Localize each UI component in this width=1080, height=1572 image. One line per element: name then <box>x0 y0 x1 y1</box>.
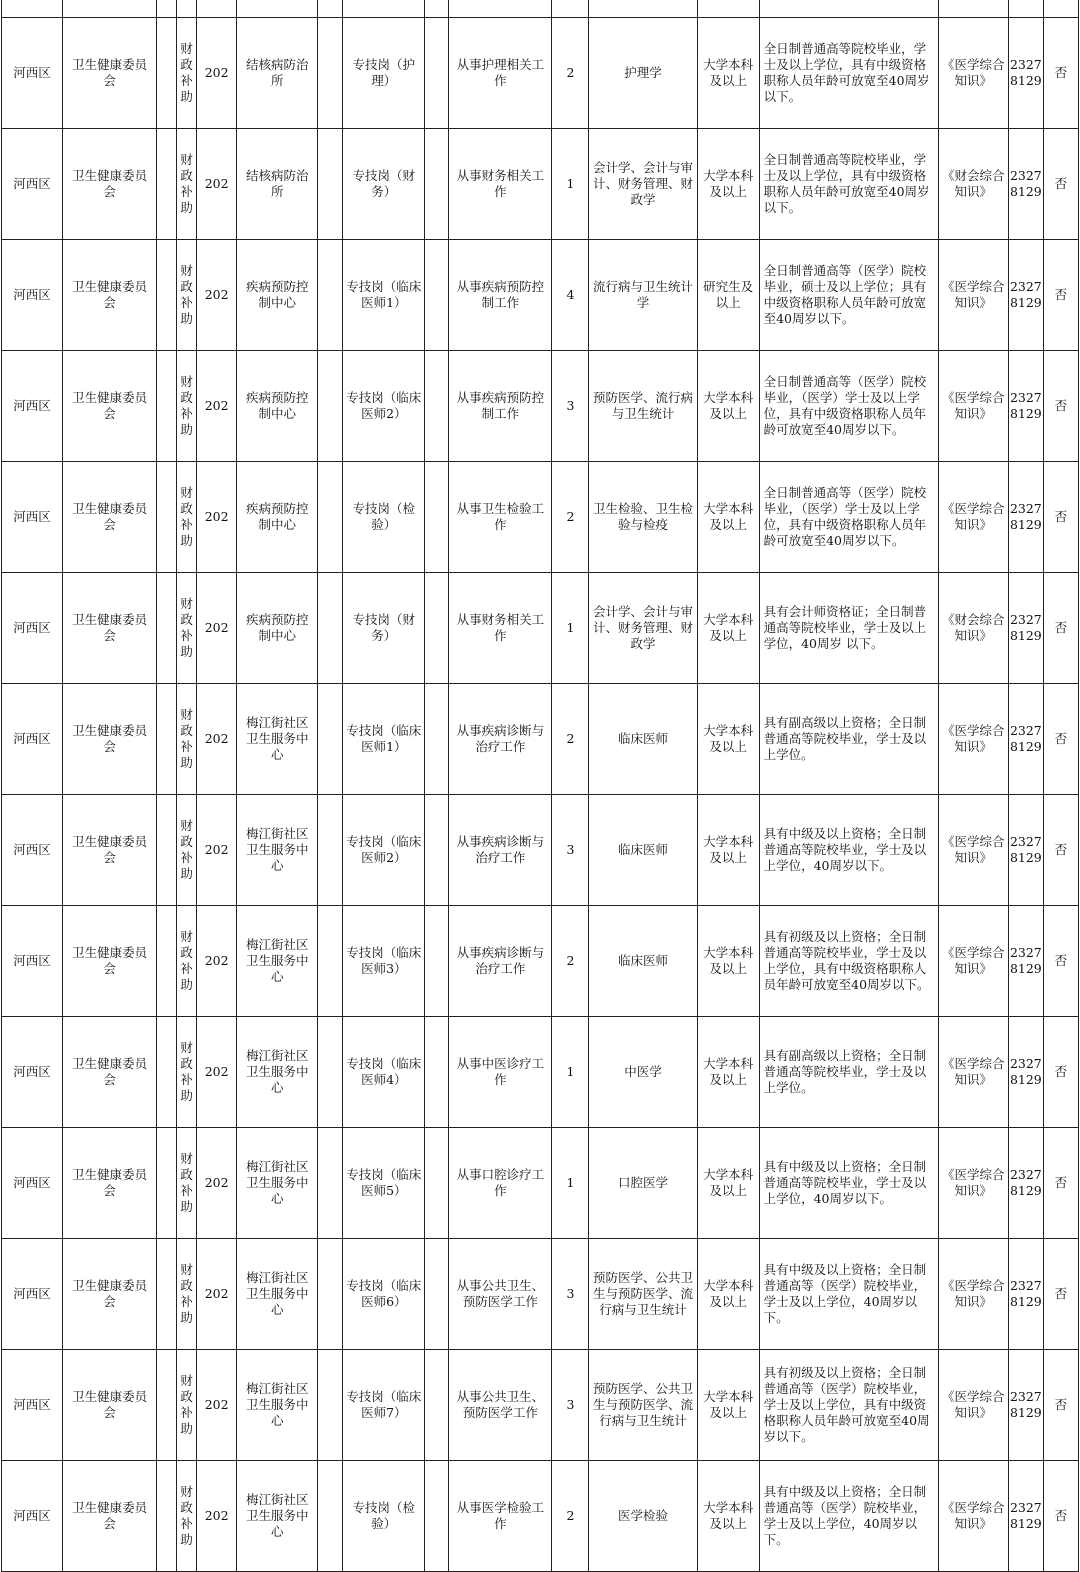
cell-unit: 疾病预防控制中心 <box>237 462 318 573</box>
cell-blank <box>318 351 343 462</box>
cell-blank <box>157 129 177 240</box>
cell-blank <box>318 18 343 129</box>
cell-major: 会计学、会计与审计、财务管理、财政学 <box>589 573 697 684</box>
cell-count: 1 <box>552 129 589 240</box>
cell-education: 大学本科及以上 <box>697 129 759 240</box>
cell-count: 2 <box>552 462 589 573</box>
cell-funding: 财政补助 <box>177 906 197 1017</box>
cell-phone: 23278129 <box>1008 1017 1043 1128</box>
cell-district: 河西区 <box>2 1128 63 1239</box>
cell-flag: 否 <box>1043 906 1078 1017</box>
cell-blank <box>318 1017 343 1128</box>
cell-blank <box>425 351 449 462</box>
cell-position: 专技岗（检验） <box>343 1461 425 1572</box>
cell-flag: 否 <box>1043 1461 1078 1572</box>
cell-position: 专技岗（财务） <box>343 129 425 240</box>
cell-blank <box>425 1128 449 1239</box>
cell-education: 研究生及以上 <box>697 240 759 351</box>
cell-position: 专技岗（财务） <box>343 573 425 684</box>
cell-unit: 梅江街社区卫生服务中心 <box>237 1017 318 1128</box>
cell-major: 预防医学、公共卫生与预防医学、流行病与卫生统计 <box>589 1239 697 1350</box>
cell-department: 卫生健康委员会 <box>63 240 157 351</box>
table-row <box>2 684 1079 795</box>
cell-education: 大学本科及以上 <box>697 1239 759 1350</box>
cell-exam: 《医学综合知识》 <box>938 462 1008 573</box>
cell-department: 卫生健康委员会 <box>63 1128 157 1239</box>
cell-exam: 《医学综合知识》 <box>938 18 1008 129</box>
cell-exam: 《医学综合知识》 <box>938 1239 1008 1350</box>
cell-count: 1 <box>552 573 589 684</box>
cell-position: 专技岗（临床医师1） <box>343 240 425 351</box>
cell-requirements: 全日制普通高等（医学）院校毕业，硕士及以上学位；具有中级资格职称人员年龄可放宽至40周岁以下。 <box>759 240 938 351</box>
cell-unit: 梅江街社区卫生服务中心 <box>237 1239 318 1350</box>
cell-district: 河西区 <box>2 1239 63 1350</box>
cell-department: 卫生健康委员会 <box>63 795 157 906</box>
cell-major: 会计学、会计与审计、财务管理、财政学 <box>589 129 697 240</box>
cell-phone: 23278129 <box>1008 462 1043 573</box>
cell-education: 大学本科及以上 <box>697 684 759 795</box>
cell-blank <box>157 1128 177 1239</box>
cell-phone: 23278129 <box>1008 1350 1043 1461</box>
cell-blank <box>157 684 177 795</box>
cell-major: 口腔医学 <box>589 1128 697 1239</box>
cell-phone: 23278129 <box>1008 1461 1043 1572</box>
cell-requirements: 具有副高级以上资格；全日制普通高等院校毕业，学士及以上学位。 <box>759 1017 938 1128</box>
cell-education: 大学本科及以上 <box>697 1461 759 1572</box>
cell-district: 河西区 <box>2 906 63 1017</box>
cell-duty: 从事疾病诊断与治疗工作 <box>449 906 552 1017</box>
cell-blank <box>425 573 449 684</box>
cell-phone: 23278129 <box>1008 351 1043 462</box>
cell-flag: 否 <box>1043 1350 1078 1461</box>
cell-blank <box>157 462 177 573</box>
table-row <box>2 1239 1079 1350</box>
cell-district: 河西区 <box>2 18 63 129</box>
cell-duty: 从事疾病诊断与治疗工作 <box>449 684 552 795</box>
cell-phone: 23278129 <box>1008 129 1043 240</box>
cell-blank <box>425 18 449 129</box>
cell-funding: 财政补助 <box>177 573 197 684</box>
cell-flag: 否 <box>1043 18 1078 129</box>
cell-code: 202 <box>197 1461 237 1572</box>
cell-code: 202 <box>197 240 237 351</box>
table-row <box>2 240 1079 351</box>
cell-funding: 财政补助 <box>177 129 197 240</box>
cell-flag: 否 <box>1043 462 1078 573</box>
cell-position: 专技岗（临床医师4） <box>343 1017 425 1128</box>
cell-district: 河西区 <box>2 1461 63 1572</box>
cell-position: 专技岗（临床医师2） <box>343 351 425 462</box>
table-row <box>2 18 1079 129</box>
cell-unit: 梅江街社区卫生服务中心 <box>237 1350 318 1461</box>
cell-blank <box>425 684 449 795</box>
cell-blank <box>425 1461 449 1572</box>
cell-department: 卫生健康委员会 <box>63 1239 157 1350</box>
cell-funding: 财政补助 <box>177 1017 197 1128</box>
cell-position: 专技岗（检验） <box>343 462 425 573</box>
cell-blank <box>318 684 343 795</box>
cell-funding: 财政补助 <box>177 684 197 795</box>
cell-code: 202 <box>197 795 237 906</box>
cell-requirements: 全日制普通高等（医学）院校毕业，（医学）学士及以上学位，具有中级资格职称人员年龄可放宽至40周岁以下。 <box>759 462 938 573</box>
cell-district: 河西区 <box>2 795 63 906</box>
cell-district: 河西区 <box>2 1350 63 1461</box>
cell-count: 2 <box>552 684 589 795</box>
cell-unit: 梅江街社区卫生服务中心 <box>237 1461 318 1572</box>
cell-flag: 否 <box>1043 1017 1078 1128</box>
cell-blank <box>318 129 343 240</box>
cell-blank <box>425 1350 449 1461</box>
cell-phone: 23278129 <box>1008 240 1043 351</box>
cell-duty: 从事口腔诊疗工作 <box>449 1128 552 1239</box>
cell-blank <box>318 462 343 573</box>
cell-district: 河西区 <box>2 573 63 684</box>
cell-exam: 《医学综合知识》 <box>938 795 1008 906</box>
cell-requirements: 全日制普通高等（医学）院校毕业，（医学）学士及以上学位，具有中级资格职称人员年龄可放宽至40周岁以下。 <box>759 351 938 462</box>
cell-position: 专技岗（临床医师2） <box>343 795 425 906</box>
cell-blank <box>157 573 177 684</box>
cell-blank <box>318 573 343 684</box>
cell-count: 2 <box>552 18 589 129</box>
cell-phone: 23278129 <box>1008 573 1043 684</box>
cell-duty: 从事医学检验工作 <box>449 1461 552 1572</box>
cell-duty: 从事疾病诊断与治疗工作 <box>449 795 552 906</box>
cell-education: 大学本科及以上 <box>697 351 759 462</box>
cell-code: 202 <box>197 462 237 573</box>
cell-blank <box>157 906 177 1017</box>
cell-flag: 否 <box>1043 1128 1078 1239</box>
cell-requirements: 具有中级及以上资格；全日制普通高等院校毕业，学士及以上学位，40周岁以下。 <box>759 1128 938 1239</box>
cell-education: 大学本科及以上 <box>697 18 759 129</box>
cell-district: 河西区 <box>2 351 63 462</box>
cell-funding: 财政补助 <box>177 795 197 906</box>
cell-requirements: 全日制普通高等院校毕业，学士及以上学位，具有中级资格职称人员年龄可放宽至40周岁以下。 <box>759 129 938 240</box>
cell-code: 202 <box>197 1239 237 1350</box>
cell-code: 202 <box>197 1017 237 1128</box>
cell-blank <box>157 1239 177 1350</box>
cell-district: 河西区 <box>2 129 63 240</box>
cell-education: 大学本科及以上 <box>697 1128 759 1239</box>
cell-blank <box>157 240 177 351</box>
cell-exam: 《医学综合知识》 <box>938 1461 1008 1572</box>
cell-position: 专技岗（护理） <box>343 18 425 129</box>
cell-flag: 否 <box>1043 351 1078 462</box>
cell-education: 大学本科及以上 <box>697 1017 759 1128</box>
cell-phone: 23278129 <box>1008 795 1043 906</box>
cell-phone: 23278129 <box>1008 18 1043 129</box>
cell-blank <box>425 1239 449 1350</box>
cell-position: 专技岗（临床医师6） <box>343 1239 425 1350</box>
cell-duty: 从事公共卫生、预防医学工作 <box>449 1350 552 1461</box>
cell-education: 大学本科及以上 <box>697 906 759 1017</box>
cell-department: 卫生健康委员会 <box>63 906 157 1017</box>
cell-flag: 否 <box>1043 573 1078 684</box>
cell-duty: 从事财务相关工作 <box>449 129 552 240</box>
cell-unit: 梅江街社区卫生服务中心 <box>237 684 318 795</box>
cell-flag: 否 <box>1043 240 1078 351</box>
cell-count: 1 <box>552 1017 589 1128</box>
cell-code: 202 <box>197 684 237 795</box>
cell-duty: 从事疾病预防控制工作 <box>449 351 552 462</box>
cell-district: 河西区 <box>2 1017 63 1128</box>
cell-requirements: 具有中级及以上资格；全日制普通高等（医学）院校毕业，学士及以上学位，40周岁以下。 <box>759 1461 938 1572</box>
cell-blank <box>425 795 449 906</box>
cell-major: 流行病与卫生统计学 <box>589 240 697 351</box>
table-row <box>2 1461 1079 1572</box>
cell-duty: 从事疾病预防控制工作 <box>449 240 552 351</box>
cell-code: 202 <box>197 18 237 129</box>
cell-flag: 否 <box>1043 795 1078 906</box>
cell-blank <box>318 1239 343 1350</box>
cell-major: 临床医师 <box>589 906 697 1017</box>
cell-funding: 财政补助 <box>177 240 197 351</box>
table-row <box>2 795 1079 906</box>
cell-count: 3 <box>552 1350 589 1461</box>
cell-blank <box>318 240 343 351</box>
cell-major: 卫生检验、卫生检验与检疫 <box>589 462 697 573</box>
cell-exam: 《财会综合知识》 <box>938 573 1008 684</box>
cell-requirements: 具有副高级以上资格；全日制普通高等院校毕业，学士及以上学位。 <box>759 684 938 795</box>
cell-exam: 《医学综合知识》 <box>938 906 1008 1017</box>
cell-flag: 否 <box>1043 1239 1078 1350</box>
cell-requirements: 全日制普通高等院校毕业，学士及以上学位，具有中级资格职称人员年龄可放宽至40周岁以下。 <box>759 18 938 129</box>
cell-education: 大学本科及以上 <box>697 573 759 684</box>
cell-blank <box>318 906 343 1017</box>
cell-requirements: 具有中级及以上资格；全日制普通高等（医学）院校毕业，学士及以上学位，40周岁以下。 <box>759 1239 938 1350</box>
cell-education: 大学本科及以上 <box>697 795 759 906</box>
cell-count: 1 <box>552 1128 589 1239</box>
cell-department: 卫生健康委员会 <box>63 1017 157 1128</box>
cell-position: 专技岗（临床医师3） <box>343 906 425 1017</box>
cell-code: 202 <box>197 351 237 462</box>
cell-duty: 从事公共卫生、预防医学工作 <box>449 1239 552 1350</box>
cell-major: 护理学 <box>589 18 697 129</box>
cell-duty: 从事卫生检验工作 <box>449 462 552 573</box>
cell-department: 卫生健康委员会 <box>63 351 157 462</box>
cell-unit: 梅江街社区卫生服务中心 <box>237 795 318 906</box>
cell-department: 卫生健康委员会 <box>63 129 157 240</box>
cell-count: 4 <box>552 240 589 351</box>
cell-position: 专技岗（临床医师1） <box>343 684 425 795</box>
cell-major: 临床医师 <box>589 795 697 906</box>
cell-exam: 《医学综合知识》 <box>938 240 1008 351</box>
cell-phone: 23278129 <box>1008 1239 1043 1350</box>
cell-requirements: 具有中级及以上资格；全日制普通高等院校毕业，学士及以上学位，40周岁以下。 <box>759 795 938 906</box>
table-row <box>2 462 1079 573</box>
cell-blank <box>425 906 449 1017</box>
cell-blank <box>318 795 343 906</box>
cell-funding: 财政补助 <box>177 1239 197 1350</box>
cell-unit: 疾病预防控制中心 <box>237 573 318 684</box>
cell-funding: 财政补助 <box>177 1461 197 1572</box>
cell-phone: 23278129 <box>1008 906 1043 1017</box>
cell-blank <box>157 1017 177 1128</box>
cell-blank <box>425 1017 449 1128</box>
cell-exam: 《医学综合知识》 <box>938 1128 1008 1239</box>
cell-blank <box>157 1461 177 1572</box>
cell-blank <box>157 795 177 906</box>
cell-code: 202 <box>197 906 237 1017</box>
cell-exam: 《财会综合知识》 <box>938 129 1008 240</box>
cell-funding: 财政补助 <box>177 1128 197 1239</box>
cell-funding: 财政补助 <box>177 18 197 129</box>
cell-duty: 从事护理相关工作 <box>449 18 552 129</box>
cell-requirements: 具有会计师资格证；全日制普通高等院校毕业，学士及以上学位，40周岁 以下。 <box>759 573 938 684</box>
cell-count: 3 <box>552 1239 589 1350</box>
cell-blank <box>157 18 177 129</box>
table-row <box>2 351 1079 462</box>
cell-blank <box>425 462 449 573</box>
cell-unit: 结核病防治所 <box>237 129 318 240</box>
cell-requirements: 具有初级及以上资格；全日制普通高等（医学）院校毕业，学士及以上学位，具有中级资格职称人员年龄可放宽至40周岁以下。 <box>759 1350 938 1461</box>
cell-exam: 《医学综合知识》 <box>938 684 1008 795</box>
cell-count: 3 <box>552 795 589 906</box>
cell-flag: 否 <box>1043 129 1078 240</box>
cell-blank <box>157 351 177 462</box>
cell-education: 大学本科及以上 <box>697 1350 759 1461</box>
table-row <box>2 1128 1079 1239</box>
cell-exam: 《医学综合知识》 <box>938 351 1008 462</box>
cell-phone: 23278129 <box>1008 1128 1043 1239</box>
cell-unit: 梅江街社区卫生服务中心 <box>237 1128 318 1239</box>
cell-district: 河西区 <box>2 462 63 573</box>
cell-unit: 疾病预防控制中心 <box>237 351 318 462</box>
cell-major: 医学检验 <box>589 1461 697 1572</box>
table-top-strip <box>2 0 1079 18</box>
cell-code: 202 <box>197 1128 237 1239</box>
cell-unit: 结核病防治所 <box>237 18 318 129</box>
cell-code: 202 <box>197 1350 237 1461</box>
cell-department: 卫生健康委员会 <box>63 18 157 129</box>
cell-blank <box>425 129 449 240</box>
cell-count: 3 <box>552 351 589 462</box>
table-row <box>2 1350 1079 1461</box>
cell-blank <box>318 1128 343 1239</box>
table-row <box>2 573 1079 684</box>
cell-unit: 疾病预防控制中心 <box>237 240 318 351</box>
cell-department: 卫生健康委员会 <box>63 462 157 573</box>
cell-flag: 否 <box>1043 684 1078 795</box>
cell-department: 卫生健康委员会 <box>63 1350 157 1461</box>
cell-major: 临床医师 <box>589 684 697 795</box>
cell-district: 河西区 <box>2 684 63 795</box>
cell-phone: 23278129 <box>1008 684 1043 795</box>
cell-blank <box>157 1350 177 1461</box>
table-row <box>2 906 1079 1017</box>
recruitment-table <box>1 0 1079 1572</box>
cell-department: 卫生健康委员会 <box>63 573 157 684</box>
cell-funding: 财政补助 <box>177 462 197 573</box>
table-row <box>2 129 1079 240</box>
cell-funding: 财政补助 <box>177 351 197 462</box>
cell-major: 预防医学、公共卫生与预防医学、流行病与卫生统计 <box>589 1350 697 1461</box>
cell-department: 卫生健康委员会 <box>63 684 157 795</box>
cell-position: 专技岗（临床医师7） <box>343 1350 425 1461</box>
cell-exam: 《医学综合知识》 <box>938 1017 1008 1128</box>
cell-education: 大学本科及以上 <box>697 462 759 573</box>
cell-unit: 梅江街社区卫生服务中心 <box>237 906 318 1017</box>
cell-exam: 《医学综合知识》 <box>938 1350 1008 1461</box>
cell-blank <box>318 1461 343 1572</box>
cell-code: 202 <box>197 129 237 240</box>
cell-major: 中医学 <box>589 1017 697 1128</box>
cell-department: 卫生健康委员会 <box>63 1461 157 1572</box>
cell-count: 2 <box>552 906 589 1017</box>
cell-requirements: 具有初级及以上资格；全日制普通高等院校毕业，学士及以上学位，具有中级资格职称人员年龄可放宽至40周岁以下。 <box>759 906 938 1017</box>
cell-blank <box>318 1350 343 1461</box>
cell-blank <box>425 240 449 351</box>
cell-duty: 从事中医诊疗工作 <box>449 1017 552 1128</box>
cell-district: 河西区 <box>2 240 63 351</box>
table-row <box>2 1017 1079 1128</box>
cell-position: 专技岗（临床医师5） <box>343 1128 425 1239</box>
cell-code: 202 <box>197 573 237 684</box>
cell-duty: 从事财务相关工作 <box>449 573 552 684</box>
cell-funding: 财政补助 <box>177 1350 197 1461</box>
cell-count: 2 <box>552 1461 589 1572</box>
cell-major: 预防医学、流行病与卫生统计 <box>589 351 697 462</box>
